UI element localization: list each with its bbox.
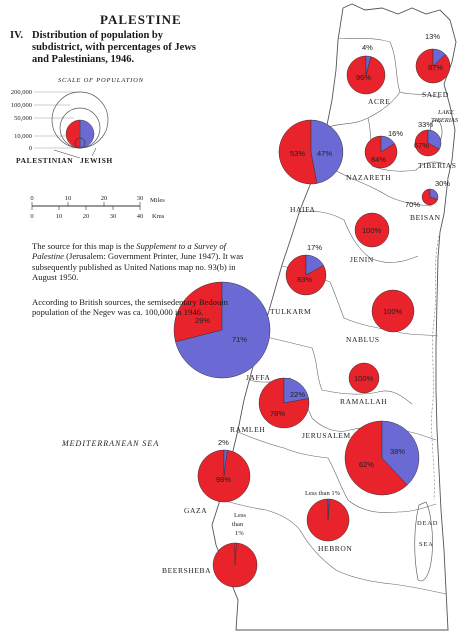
pct-ramallah: 100%: [354, 374, 374, 383]
miles-tick-20: 20: [100, 195, 108, 202]
lake-label-1: LAKE: [438, 109, 454, 116]
label-haifa: HAIFA: [290, 205, 316, 214]
legend-jewish-label: JEWISH: [80, 156, 113, 165]
pct-beersheba-1: Less: [234, 512, 246, 519]
pct-hebron: Less than 1%: [305, 490, 341, 497]
km-tick-0: 0: [30, 213, 34, 220]
label-nablus: NABLUS: [346, 335, 380, 344]
map-title-text: Distribution of population by subdistrict, with percentages of Jews and Palestinians, 1946.: [32, 30, 197, 65]
pct-tulkarm-jewish: 17%: [307, 243, 323, 252]
pct-jenin: 100%: [362, 226, 382, 235]
distance-scale-bar: [30, 195, 165, 220]
pct-tulkarm-palestinian: 83%: [297, 275, 313, 284]
miles-tick-30: 30: [136, 195, 144, 202]
pct-beersheba-3: 1%: [235, 530, 244, 537]
pct-jaffa-palestinian: 29%: [195, 316, 211, 325]
dead-sea-label-2: SEA: [419, 541, 434, 548]
label-gaza: GAZA: [184, 506, 208, 515]
pct-beersheba-2: than: [232, 521, 244, 528]
source-note-pre: The source for this map is the: [32, 241, 137, 251]
label-beisan: BEISAN: [410, 213, 441, 222]
label-tiberias: TIBERIAS: [418, 161, 457, 170]
miles-tick-0: 0: [30, 195, 34, 202]
pct-ramleh-palestinian: 78%: [270, 409, 286, 418]
label-jaffa: JAFFA: [246, 373, 271, 382]
pct-tiberias-palestinian: 67%: [414, 141, 430, 150]
scale-tick-0: 0: [28, 145, 32, 152]
pct-tiberias-jewish: 33%: [418, 120, 434, 129]
km-tick-40: 40: [136, 213, 144, 220]
pct-safed-palestinian: 87%: [428, 63, 444, 72]
map-country-heading: PALESTINE: [100, 12, 182, 27]
km-tick-30: 30: [109, 213, 117, 220]
pct-acre-jewish: 4%: [362, 43, 373, 52]
pie-beersheba: [213, 543, 257, 587]
pie-hebron: [307, 499, 349, 541]
pct-jaffa-jewish: 71%: [232, 335, 248, 344]
pct-nazareth-palestinian: 84%: [371, 155, 387, 164]
miles-tick-10: 10: [64, 195, 72, 202]
map-title: [10, 30, 210, 66]
label-acre: ACRE: [368, 97, 391, 106]
source-note: [32, 241, 244, 283]
label-tulkarm: TULKARM: [270, 307, 312, 316]
pct-nablus: 100%: [383, 307, 403, 316]
pct-ramleh-jewish: 22%: [290, 390, 306, 399]
pct-nazareth-jewish: 16%: [388, 129, 404, 138]
km-tick-20: 20: [82, 213, 90, 220]
miles-label: Miles: [150, 197, 165, 204]
source-note-title: Supplement to a Survey of Palestine: [32, 241, 227, 262]
km-tick-10: 10: [55, 213, 63, 220]
pie-haifa: [279, 120, 343, 184]
label-hebron: HEBRON: [318, 544, 353, 553]
pct-gaza-palestinian: 98%: [216, 475, 232, 484]
label-beersheba: BEERSHEBA: [162, 566, 212, 575]
pie-ramleh: [259, 378, 309, 428]
scale-tick-100000: 100,000: [10, 102, 32, 109]
pct-jerusalem-palestinian: 62%: [359, 460, 375, 469]
pct-haifa-jewish: 47%: [317, 149, 333, 158]
pct-beisan-palestinian: 70%: [405, 200, 421, 209]
pct-haifa-palestinian: 53%: [290, 149, 306, 158]
label-ramallah: RAMALLAH: [340, 397, 388, 406]
pie-jerusalem: [345, 421, 419, 495]
label-jenin: JENIN: [350, 255, 374, 264]
population-scale-legend: [11, 77, 144, 165]
kms-label: Kms: [152, 213, 165, 220]
scale-tick-50000: 50,000: [14, 115, 32, 122]
pct-gaza-jewish: 2%: [218, 438, 229, 447]
pct-acre-palestinian: 96%: [356, 73, 372, 82]
map-title-number: IV.: [10, 30, 23, 41]
scale-tick-10000: 10,000: [14, 133, 32, 140]
label-nazareth: NAZARETH: [346, 173, 392, 182]
source-note-post: (Jerusalem: Government Printer, June 1947). It was subsequently published as United Nations map no. 93(b) in August 1950.: [32, 251, 244, 283]
lake-label-2: TIBERIAS: [431, 117, 459, 124]
bedouin-note: According to British sources, the semisedentary Bedouin population of the Negev was ca. 100,000 in 1946.: [32, 297, 228, 318]
mediterranean-sea-label: MEDITERRANEAN SEA: [62, 439, 160, 448]
label-safed: SAFED: [422, 90, 449, 99]
dead-sea-label-1: DEAD: [417, 520, 439, 527]
pie-beisan: [422, 189, 438, 205]
scale-title: SCALE OF POPULATION: [58, 77, 144, 84]
legend-palestinian-label: PALESTINIAN: [16, 156, 74, 165]
pct-jerusalem-jewish: 38%: [390, 447, 406, 456]
pct-safed-jewish: 13%: [425, 32, 441, 41]
label-jerusalem: JERUSALEM: [302, 431, 351, 440]
label-ramleh: RAMLEH: [230, 425, 266, 434]
scale-tick-200000: 200,000: [10, 89, 32, 96]
pct-beisan-jewish: 30%: [435, 179, 451, 188]
